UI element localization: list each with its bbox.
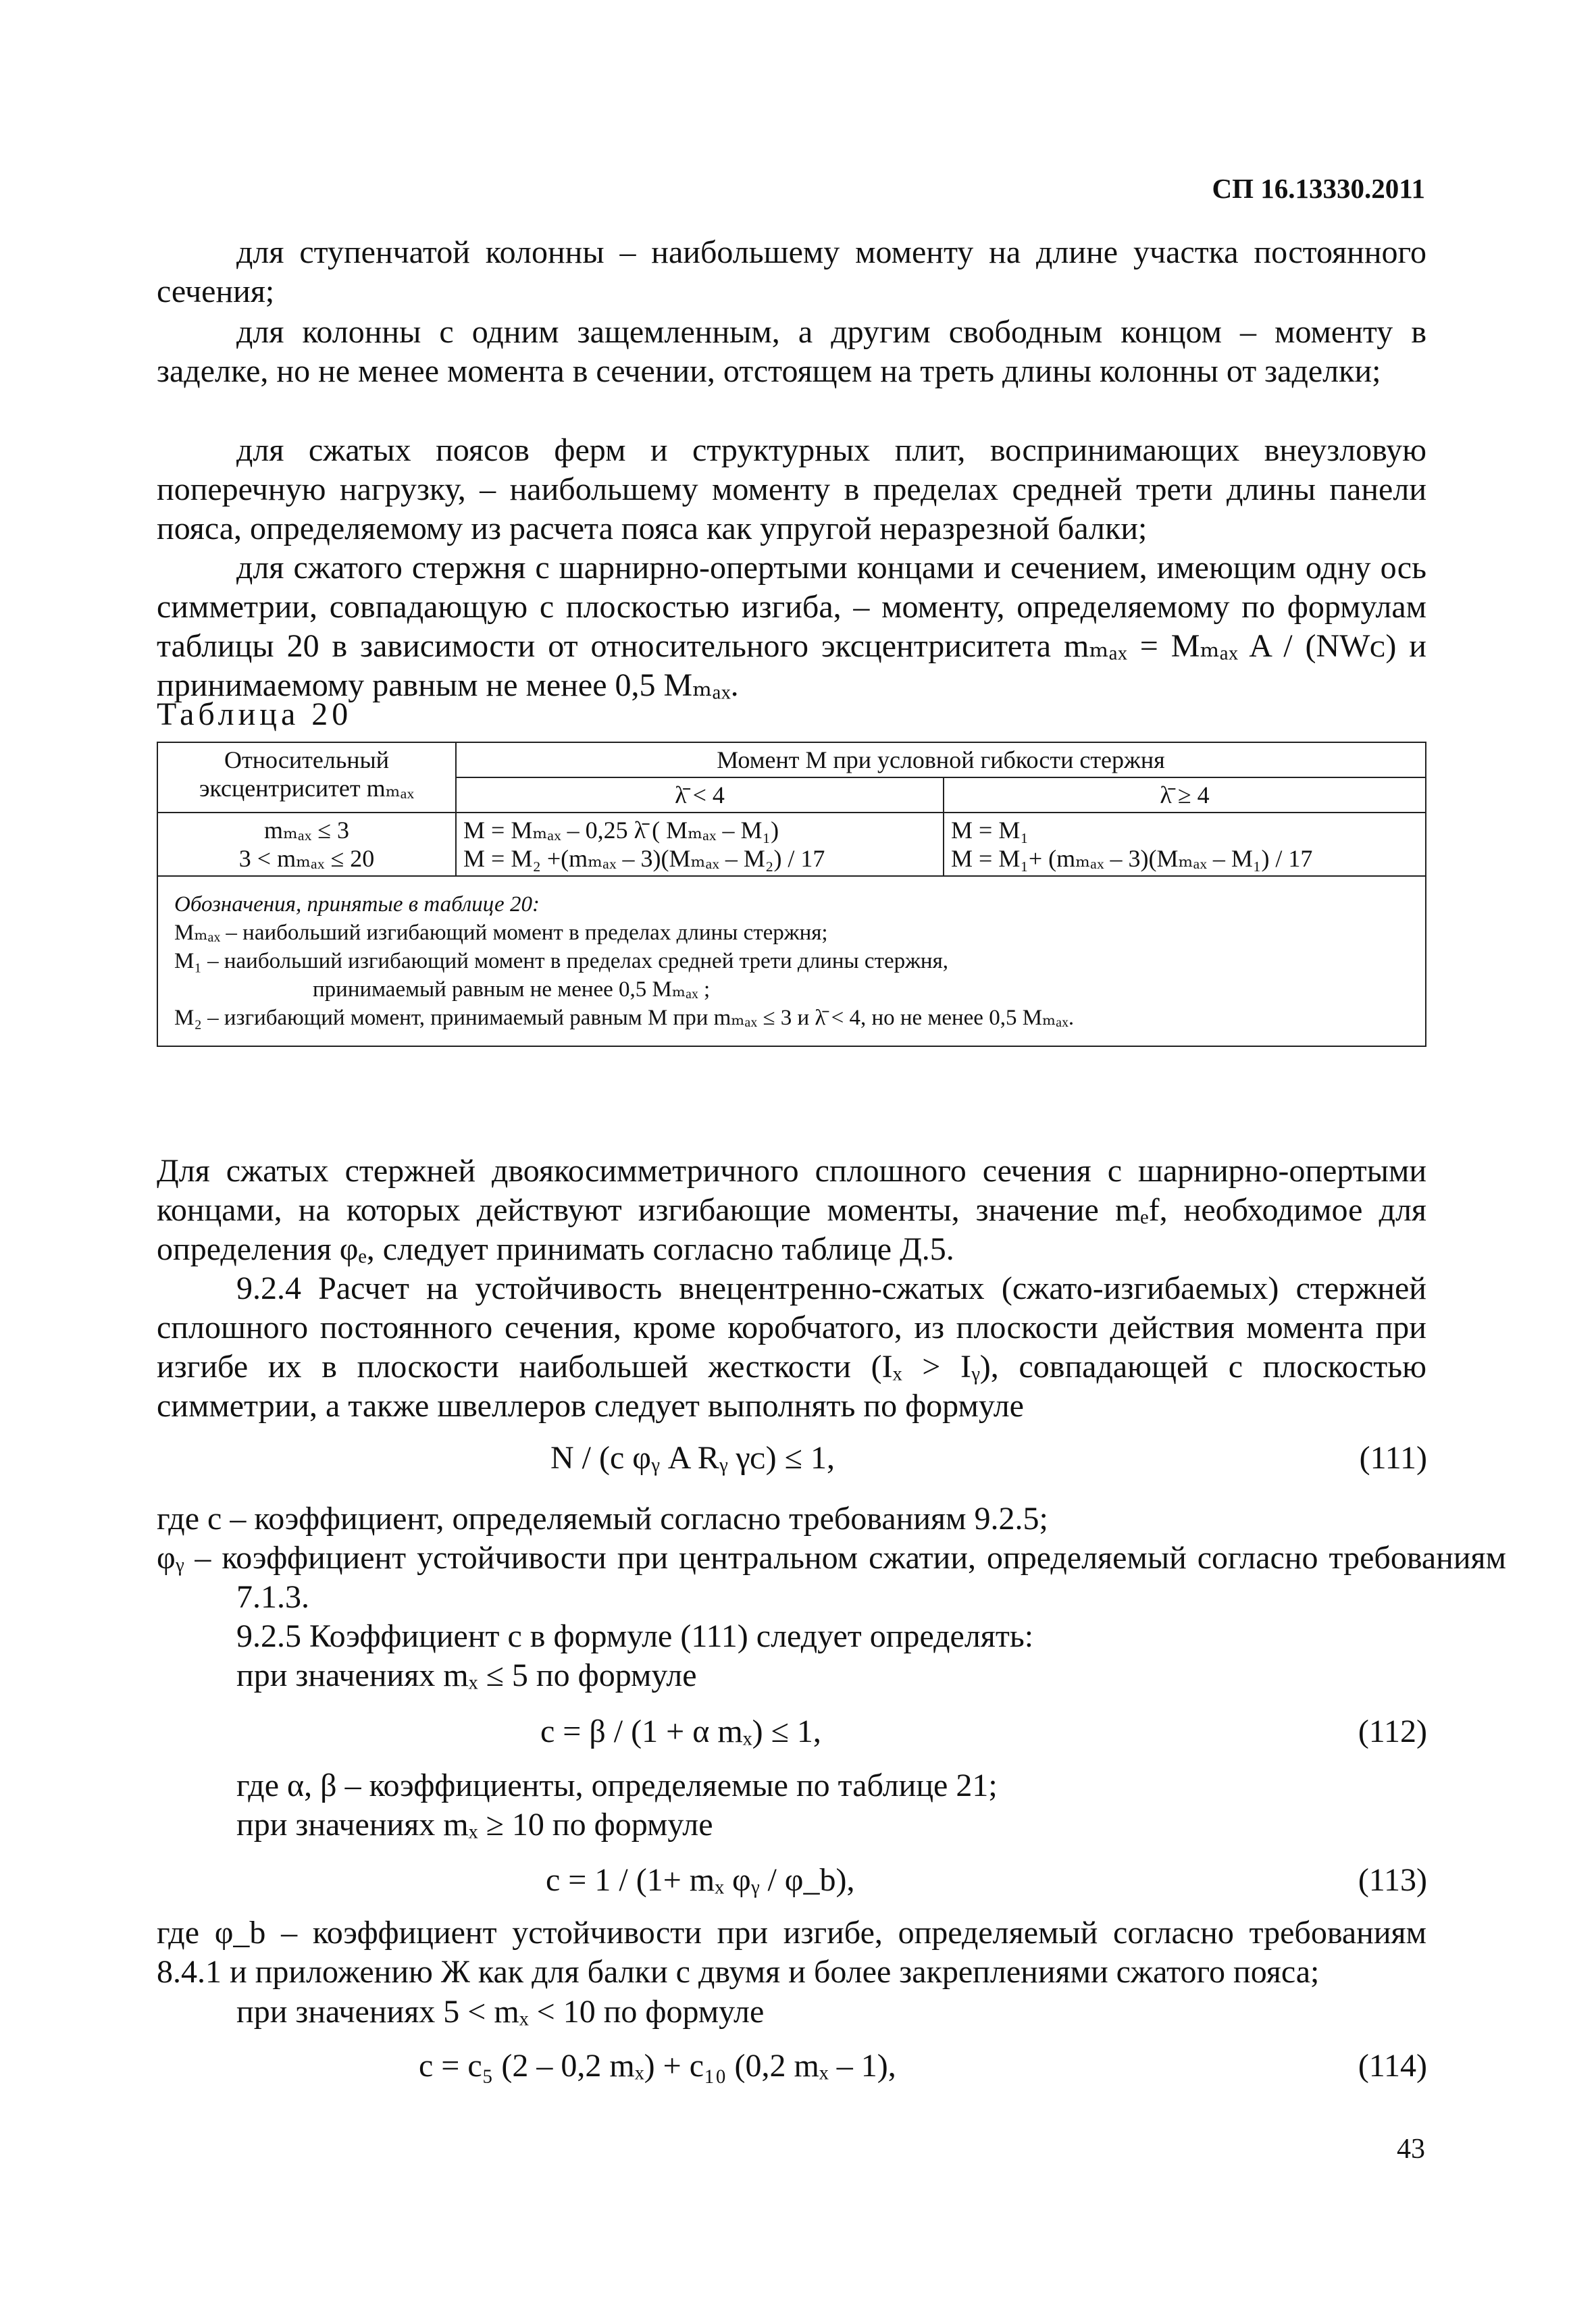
- paragraph: для колонны с одним защемленным, а другим свободным концом – моменту в заделке, но не менее момента в сечении, отстоящем на треть длины колонны от заделки;: [157, 314, 1426, 389]
- formula-111: N / (c φᵧ A Rᵧ γᴄ) ≤ 1,: [550, 1440, 835, 1476]
- paragraph: 9.2.4 Расчет на устойчивость внецентренно-сжатых (сжато-изгибаемых) стержней сплошного постоянного сечения, кроме коробчатого, из плоскости действия момента при изгибе их в плоскости наибольшей жесткости (Iₓ > Iᵧ), совпадающей с плоскостью симметрии, а также швеллеров следует выполнять по формуле: [157, 1270, 1426, 1424]
- page-number: 43: [1397, 2134, 1425, 2165]
- formula-113: c = 1 / (1+ mₓ φᵧ / φ_b),: [546, 1862, 855, 1898]
- formula-number: (113): [1358, 1862, 1427, 1898]
- table-cell-text: M = M₂ +(mₘₐₓ – 3)(Mₘₐₓ – M₂) / 17: [463, 845, 825, 872]
- paragraph: где c – коэффициент, определяемый согласно требованиям 9.2.5;: [157, 1501, 1048, 1537]
- notes-title: Обозначения, принятые в таблице 20:: [174, 892, 540, 917]
- table-cell-text: M = M₁: [951, 817, 1029, 844]
- paragraph: 9.2.5 Коэффициент c в формуле (111) следует определять:: [236, 1618, 1034, 1654]
- note-item: принимаемый равным не менее 0,5 Mₘₐₓ ;: [313, 977, 711, 1002]
- paragraph: где α, β – коэффициенты, определяемые по таблице 21;: [236, 1768, 998, 1803]
- paragraph: для сжатого стержня с шарнирно-опертыми концами и сечением, имеющим одну ось симметрии, совпадающую с плоскостью изгиба, – моменту, определяемому по формулам таблицы 20 в зависимости от относительного эксцентриситета mₘₐₓ = Mₘₐₓ A / (NWᴄ) и принимаемому равным не менее 0,5 Mₘₐₓ.: [157, 550, 1426, 703]
- standard-code: СП 16.13330.2011: [1212, 173, 1425, 204]
- paragraph: Для сжатых стержней двоякосимметричного сплошного сечения с шарнирно-опертыми концами, на которых действуют изгибающие моменты, значение mₑf, необходимое для определения φₑ, следует принимать согласно таблице Д.5.: [157, 1153, 1426, 1267]
- formula-number: (112): [1358, 1714, 1427, 1749]
- table-cell-text: mₘₐₓ ≤ 3: [263, 817, 350, 844]
- paragraph: при значениях 5 < mₓ < 10 по формуле: [236, 1994, 765, 2030]
- formula-114: c = c₅ (2 – 0,2 mₓ) + c₁₀ (0,2 mₓ – 1),: [419, 2048, 896, 2084]
- table-caption: Таблица 20: [157, 696, 353, 732]
- note-item: M₂ – изгибающий момент, принимаемый равным M при mₘₐₓ ≤ 3 и λ̄ < 4, но не менее 0,5 Mₘₐₓ.: [174, 1006, 1075, 1030]
- table-cell-eccentricity: [157, 813, 456, 876]
- table-cell-text: M = Mₘₐₓ – 0,25 λ̄ ( Mₘₐₓ – M₁): [463, 817, 779, 844]
- paragraph: для сжатых поясов ферм и структурных плит, воспринимающих внеузловую поперечную нагрузку, – наибольшему моменту в пределах средней трети длины панели пояса, определяемому из расчета пояса как упругой неразрезной балки;: [157, 432, 1426, 546]
- table-notes: [157, 876, 1426, 1046]
- formula-number: (114): [1358, 2048, 1427, 2084]
- note-item: M₁ – наибольший изгибающий момент в пределах средней трети длины стержня,: [174, 949, 949, 973]
- formula-112: c = β / (1 + α mₓ) ≤ 1,: [540, 1714, 821, 1749]
- formula-number: (111): [1359, 1440, 1427, 1476]
- paragraph: для ступенчатой колонны – наибольшему моменту на длине участка постоянного сечения;: [157, 234, 1426, 309]
- table-header-moment: Момент M при условной гибкости стержня: [456, 742, 1426, 777]
- paragraph: φᵧ – коэффициент устойчивости при центральном сжатии, определяемый согласно требованиям 7.1.3.: [157, 1540, 1506, 1615]
- table-cell-text: 3 < mₘₐₓ ≤ 20: [238, 845, 375, 872]
- table-header-eccentricity: Относительный эксцентриситет mₘₐₓ: [157, 742, 456, 813]
- table-cell-lambda-ge4: [944, 813, 1426, 876]
- paragraph: где φ_b – коэффициент устойчивости при изгибе, определяемый согласно требованиям 8.4.1 и приложению Ж как для балки с двумя и более закреплениями сжатого пояса;: [157, 1915, 1426, 1990]
- table-20: [157, 742, 1426, 1047]
- table-cell-lambda-lt4: [456, 813, 944, 876]
- table-subheader-lambda-lt4: λ̄ < 4: [456, 777, 944, 813]
- paragraph: при значениях mₓ ≤ 5 по формуле: [236, 1657, 697, 1693]
- table-cell-text: M = M₁+ (mₘₐₓ – 3)(Mₘₐₓ – M₁) / 17: [951, 845, 1313, 872]
- paragraph: при значениях mₓ ≥ 10 по формуле: [236, 1807, 713, 1843]
- note-item: Mₘₐₓ – наибольший изгибающий момент в пределах длины стержня;: [174, 921, 828, 945]
- table-subheader-lambda-ge4: λ̄ ≥ 4: [944, 777, 1426, 813]
